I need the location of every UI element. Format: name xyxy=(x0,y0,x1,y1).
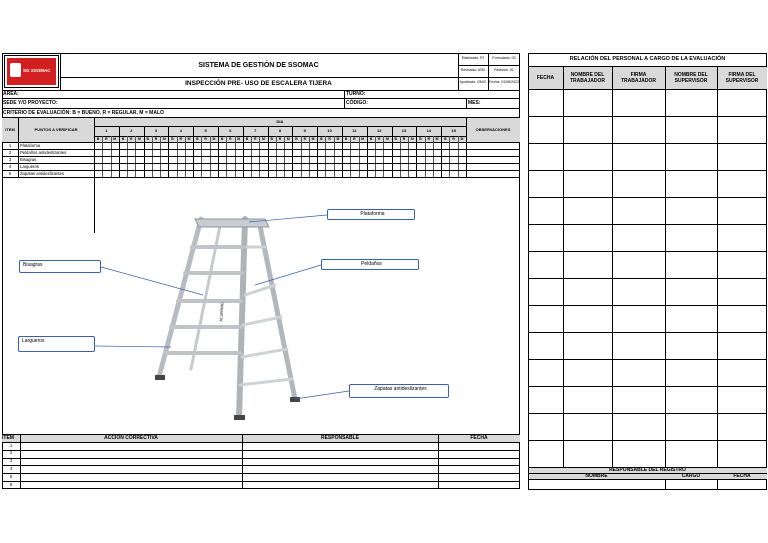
grade-label: B xyxy=(444,137,447,141)
registro-fecha: FECHA xyxy=(733,473,751,479)
grade-label: M xyxy=(212,137,216,141)
ladder-diagram xyxy=(3,199,519,434)
meta-elaborado: Elaborado: PJ xyxy=(461,56,485,60)
personnel-row xyxy=(528,197,767,198)
grade-label: M xyxy=(237,137,241,141)
day-label: 11 xyxy=(352,128,357,133)
day-label: 4 xyxy=(179,128,182,133)
day-label: 7 xyxy=(254,128,257,133)
grade-label: R xyxy=(402,137,406,141)
grade-label: R xyxy=(253,137,257,141)
observations-header: OBSERVACIONES xyxy=(475,127,511,132)
grade-label: B xyxy=(245,137,249,141)
callout-bisagras: Bisagras xyxy=(19,260,101,273)
grade-label: B xyxy=(196,137,199,141)
area-label: AREA: xyxy=(3,91,19,97)
callout-zapatas: Zapatas antideslizantes xyxy=(349,384,449,398)
col-firma-trabajador-2: TRABAJADOR xyxy=(621,78,656,84)
col-nombre-trabajador: NOMBRE DEL xyxy=(570,72,605,78)
action-item-header: ITEM xyxy=(2,435,14,441)
grade-label: M xyxy=(435,137,439,141)
grade-label: B xyxy=(394,137,397,141)
personnel-row xyxy=(528,170,767,171)
day-header: DIA xyxy=(276,119,284,124)
callout-peldanos: Peldaños xyxy=(321,259,419,270)
action-responsable-header: RESPONSABLE xyxy=(320,435,360,441)
action-correctiva-header: ACCIÓN CORRECTIVA xyxy=(104,435,158,441)
meta-revision: Revisión: 01 xyxy=(494,68,514,72)
personnel-row xyxy=(528,440,767,441)
day-label: 6 xyxy=(229,128,232,133)
day-label: 14 xyxy=(426,128,432,133)
turno-label: TURNO: xyxy=(346,91,366,97)
personnel-row xyxy=(528,251,767,252)
grade-label: B xyxy=(270,137,273,141)
check-row-item: 5 xyxy=(8,171,12,176)
day-label: 5 xyxy=(204,128,207,133)
registro-cargo: CARGO xyxy=(681,473,701,479)
check-row-point: Largueros xyxy=(20,164,39,169)
grade-label: R xyxy=(129,137,133,141)
company-badge: SG SSOMAC xyxy=(23,68,51,73)
grade-label: M xyxy=(187,137,191,141)
action-row-item: 2 xyxy=(9,450,13,456)
grade-label: R xyxy=(452,137,455,141)
grade-label: B xyxy=(369,137,373,141)
logo-emblem-icon xyxy=(10,63,21,77)
col-firma-supervisor-2: SUPERVISOR xyxy=(725,78,759,84)
grade-label: B xyxy=(295,137,298,141)
personnel-row xyxy=(528,143,767,144)
day-label: 13 xyxy=(401,128,407,133)
check-row-item: 2 xyxy=(8,150,12,155)
registro-title: RESPONSABLE DEL REGISTRO xyxy=(609,467,686,473)
action-row-item: 3 xyxy=(9,458,13,464)
action-row-item: 1 xyxy=(9,442,13,448)
grade-label: R xyxy=(179,137,183,141)
grade-label: B xyxy=(96,137,100,141)
check-row-item: 4 xyxy=(8,164,12,169)
check-row-point: Peldaños antideslizantes xyxy=(20,150,67,155)
day-label: 10 xyxy=(327,128,332,133)
grade-label: B xyxy=(220,137,224,141)
grade-label: R xyxy=(377,137,381,141)
day-label: 15 xyxy=(451,128,456,133)
grade-label: M xyxy=(162,137,166,141)
item-header: ITEM xyxy=(5,127,15,132)
grade-label: M xyxy=(286,137,290,141)
action-row-item: 4 xyxy=(9,465,13,471)
grade-label: M xyxy=(410,137,414,141)
day-label: 3 xyxy=(154,128,158,133)
day-label: 1 xyxy=(105,128,108,133)
personnel-row xyxy=(528,116,767,117)
meta-fecha: Fecha: 24/08/2023 xyxy=(489,80,519,84)
grade-label: M xyxy=(311,137,315,141)
grade-label: B xyxy=(344,137,348,141)
callout-plataforma: Plataforma xyxy=(327,209,415,220)
col-nombre-trabajador-2: TRABAJADOR xyxy=(570,78,605,84)
grade-label: M xyxy=(361,137,365,141)
grade-label: R xyxy=(154,137,158,141)
callout-largueros: Largueros xyxy=(18,336,95,352)
grade-label: M xyxy=(336,137,340,141)
grade-label: B xyxy=(121,137,125,141)
grade-label: R xyxy=(303,137,307,141)
company-logo xyxy=(4,55,59,88)
check-row-item: 1 xyxy=(8,143,12,148)
grade-label: M xyxy=(262,137,265,141)
ladder-brand-label: ALUMINIO xyxy=(218,301,225,323)
day-label: 8 xyxy=(278,128,282,133)
grade-label: B xyxy=(171,137,174,141)
meta-aprobado: Aprobado: GMIC xyxy=(459,80,487,84)
grade-label: R xyxy=(204,137,207,141)
codigo-label: CÓDIGO: xyxy=(346,100,368,106)
ladder-illustration xyxy=(3,199,519,434)
day-label: 12 xyxy=(376,128,382,133)
action-row-item: 6 xyxy=(9,481,13,487)
personnel-title: RELACIÓN DEL PERSONAL A CARGO DE LA EVALUACIÓN xyxy=(569,56,726,62)
criterio-label: CRITERIO DE EVALUACIÓN: B = BUENO, R = REGULAR, M = MALO xyxy=(3,110,164,116)
check-row-point: Bisagras xyxy=(20,157,37,162)
personnel-row xyxy=(528,359,767,360)
personnel-row xyxy=(528,305,767,306)
grade-label: R xyxy=(229,137,232,141)
personnel-row xyxy=(528,413,767,414)
grade-label: R xyxy=(278,137,282,141)
col-firma-trabajador: FIRMA xyxy=(630,72,647,78)
points-header: PUNTOS A VERIFICAR xyxy=(34,127,78,132)
system-title: SISTEMA DE GESTIÓN DE SSOMAC xyxy=(198,62,319,69)
grade-label: R xyxy=(328,137,331,141)
action-fecha-header: FECHA xyxy=(470,435,488,441)
sede-label: SEDE Y/O PROYECTO: xyxy=(3,100,58,106)
check-row-point: Zapatas antideslizantes xyxy=(20,171,64,176)
personnel-row xyxy=(528,332,767,333)
col-fecha: FECHA xyxy=(536,75,555,81)
mes-label: MES: xyxy=(468,100,481,106)
col-firma-supervisor: FIRMA DEL xyxy=(728,72,756,78)
grade-label: B xyxy=(146,137,149,141)
check-row-point: Plataforma xyxy=(20,143,41,148)
grade-label: B xyxy=(419,137,422,141)
meta-revisado: Revisado: ASD xyxy=(460,68,486,72)
grade-label: M xyxy=(113,137,117,141)
meta-formulario: Formulario: 03 xyxy=(492,56,516,60)
grade-label: R xyxy=(427,137,431,141)
personnel-row xyxy=(528,278,767,279)
col-nombre-supervisor-2: SUPERVISOR xyxy=(674,78,708,84)
action-row-item: 5 xyxy=(9,473,13,479)
personnel-row xyxy=(528,386,767,387)
grade-label: M xyxy=(386,137,389,141)
check-row-item: 3 xyxy=(8,157,12,162)
grade-label: R xyxy=(105,137,108,141)
day-label: 9 xyxy=(303,128,306,133)
grade-label: R xyxy=(353,137,356,141)
day-label: 2 xyxy=(130,128,133,133)
grade-label: M xyxy=(138,137,141,141)
grade-label: B xyxy=(320,137,323,141)
form-title: INSPECCIÓN PRE- USO DE ESCALERA TIJERA xyxy=(185,80,332,87)
col-nombre-supervisor: NOMBRE DEL xyxy=(674,72,708,78)
registro-nombre: NOMBRE xyxy=(585,473,608,479)
personnel-row xyxy=(528,224,767,225)
grade-label: M xyxy=(460,137,464,141)
